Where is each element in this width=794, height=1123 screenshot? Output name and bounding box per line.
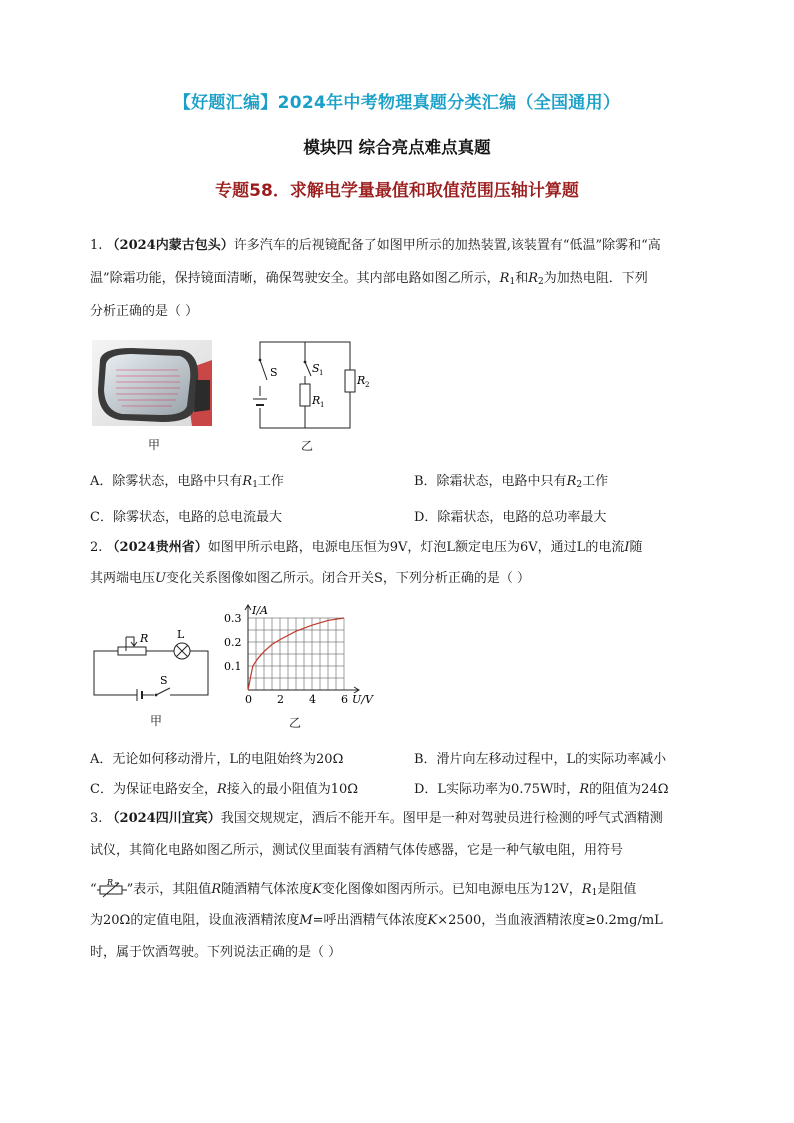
topic-title: 专题58．求解电学量最值和取值范围压轴计算题 — [215, 181, 579, 201]
x-tick-label: 6 — [341, 693, 348, 706]
x-tick-label: 2 — [277, 693, 284, 706]
q3-line-5: 时，属于饮酒驾驶。下列说法正确的是（ ） — [90, 945, 342, 960]
q2-fig-a-caption: 甲 — [150, 714, 163, 728]
gas-sensor-symbol — [97, 877, 127, 899]
q1-option-c[interactable]: C．除雾状态，电路的总电流最大 — [90, 510, 282, 525]
q2-number: 2. — [90, 540, 103, 555]
q1-fig-b-caption: 乙 — [301, 439, 314, 453]
y-tick-label: 0.2 — [224, 636, 242, 649]
q1-circuit-diagram — [245, 336, 370, 436]
svg-text:R: R — [140, 632, 149, 645]
q2-line-2: 其两端电压U变化关系图像如图乙所示。闭合开关S，下列分析正确的是（ ） — [90, 571, 531, 586]
q1-number: 1. — [90, 238, 103, 253]
q3-line-1: 3. （2024四川宜宾）我国交规规定，酒后不能开车。图甲是一种对驾驶员进行检测的呼气式酒精测 — [90, 811, 663, 826]
q2-option-d[interactable]: D．L实际功率为0.75W时，R的阻值为24Ω — [414, 782, 669, 797]
chart-y-label: I/A — [252, 604, 268, 617]
q1-option-d[interactable]: D．除霜状态，电路的总功率最大 — [414, 510, 607, 525]
q1-option-b[interactable]: B．除霜状态，电路中只有$R_2$工作 — [414, 474, 609, 490]
svg-text:1: 1 — [319, 369, 324, 377]
q3-line-4: 为20Ω的定值电阻，设血液酒精浓度M=呼出酒精气体浓度K×2500，当血液酒精浓度≥0.2mg/mL — [90, 913, 663, 928]
x-tick-label: 0 — [245, 693, 252, 706]
q2-circuit-diagram — [90, 625, 214, 705]
module-title: 模块四 综合亮点难点真题 — [303, 138, 491, 157]
iu-chart — [222, 604, 372, 714]
q3-number: 3. — [90, 811, 103, 826]
svg-text:R: R — [312, 394, 321, 407]
q2-option-a[interactable]: A．无论如何移动滑片，L的电阻始终为20Ω — [90, 752, 344, 767]
mirror-photo — [92, 340, 212, 426]
svg-text:S: S — [312, 362, 320, 375]
q2-option-b[interactable]: B．滑片向左移动过程中，L的实际功率减小 — [414, 752, 667, 767]
document-title: 【好题汇编】2024年中考物理真题分类汇编（全国通用） — [173, 93, 621, 113]
x-tick-label: 4 — [309, 693, 316, 706]
q2-line-1: 2. （2024贵州省）如图甲所示电路，电源电压恒为9V，灯泡L额定电压为6V，通过L的电流I随 — [90, 540, 643, 555]
q1-fig-a-caption: 甲 — [148, 438, 161, 452]
q3-source: （2024四川宜宾） — [106, 811, 221, 826]
q1-source: （2024内蒙古包头） — [106, 238, 234, 253]
q2-fig-b-caption: 乙 — [289, 716, 302, 730]
q2-source: （2024贵州省） — [106, 540, 208, 555]
q2-option-c[interactable]: C．为保证电路安全，R接入的最小阻值为10Ω — [90, 782, 359, 797]
q1-line-2: 温”除霜功能，保持镜面清晰，确保驾驶安全。其内部电路如图乙所示，$R_1$和$R_2$为加热电阻．下列 — [90, 271, 648, 287]
svg-text:1: 1 — [320, 401, 325, 409]
r1-resistor — [300, 384, 310, 406]
q1-line-3: 分析正确的是（ ） — [90, 304, 199, 319]
q1-line-1: 1. （2024内蒙古包头）许多汽车的后视镜配备了如图甲所示的加热装置,该装置有“低温”除雾和“高 — [90, 238, 661, 253]
chart-ticks — [224, 612, 348, 706]
svg-text:L: L — [177, 628, 185, 641]
chart-x-label: U/V — [352, 693, 373, 706]
y-tick-label: 0.1 — [224, 660, 242, 673]
svg-text:S: S — [160, 674, 168, 687]
q3-line-3: “ R ”表示，其阻值R随酒精气体浓度K变化图像如图丙所示。已知电源电压为12V，$R_1$是阻值 — [90, 878, 637, 898]
q1-option-a[interactable]: A．除雾状态，电路中只有$R_1$工作 — [90, 474, 284, 490]
r2-resistor — [345, 370, 355, 392]
svg-text:R: R — [106, 878, 113, 887]
q3-line-2: 试仪，其简化电路如图乙所示，测试仪里面装有酒精气体传感器，它是一种气敏电阻，用符号 — [90, 843, 624, 858]
svg-text:2: 2 — [365, 381, 370, 389]
switch-s-label: S — [270, 366, 278, 379]
svg-text:R: R — [357, 374, 366, 387]
rheostat-resistor — [118, 647, 146, 655]
y-tick-label: 0.3 — [224, 612, 242, 625]
